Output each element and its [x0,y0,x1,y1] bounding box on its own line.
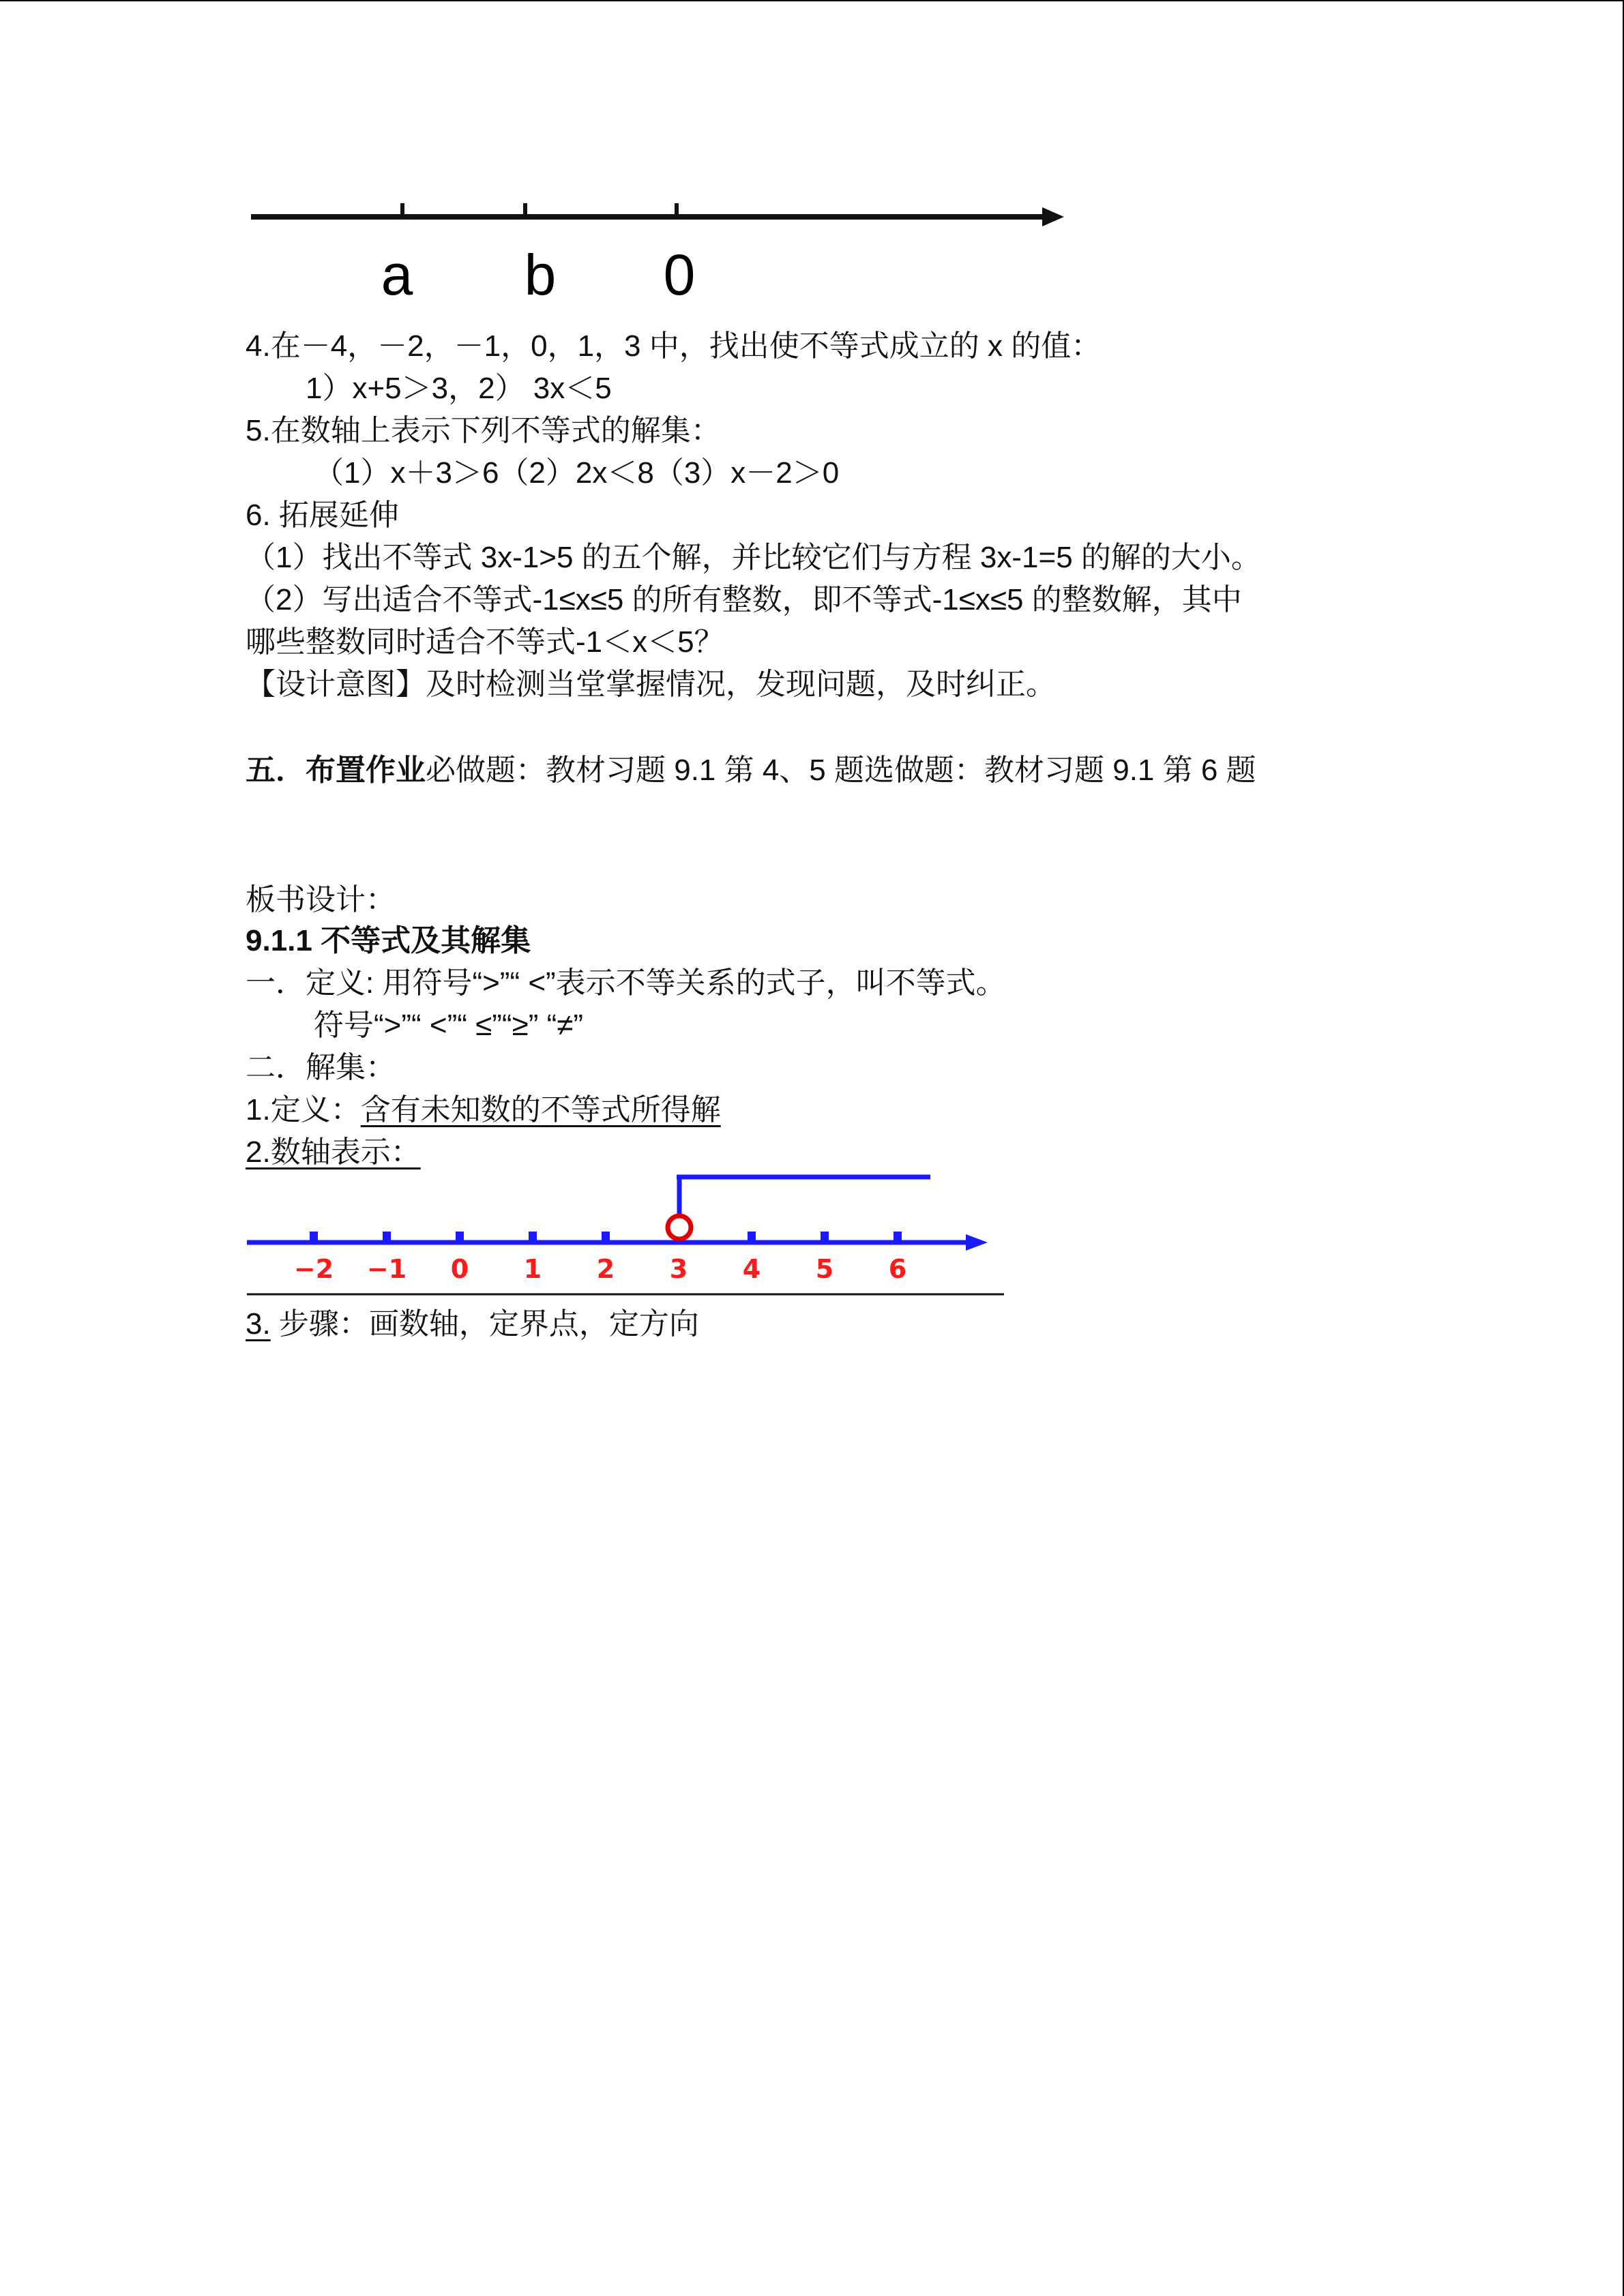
homework-text: 必做题：教材习题 9.1 第 4、5 题选做题：教材习题 9.1 第 6 题 [426,754,1256,787]
tick-label: 0 [450,1254,469,1284]
axis-tick [602,1232,610,1241]
axis-ticks [310,1232,902,1241]
board-axis-label: 2.数轴表示： [246,1135,421,1169]
board-label: 板书设计： [246,883,396,916]
tick-label: 3 [669,1254,688,1284]
axis-tick [894,1232,902,1241]
board-solution-set: 二．解集： [246,1051,396,1084]
board-def1-prefix: 1.定义： [246,1093,361,1127]
board-def1-text: 含有未知数的不等式所得解 [360,1093,721,1127]
q6-item2-line1: （2）写出适合不等式-1≤x≤5 的所有整数，即不等式-1≤x≤5 的整数解，其中 [246,583,1242,616]
tick-label: −1 [366,1254,407,1284]
tick-label: 6 [888,1254,907,1284]
number-line-top [246,198,1078,307]
board-steps-prefix: 3. [246,1307,271,1341]
tick-label: −2 [293,1254,334,1284]
q4-items: 1）x+5＞3，2） 3x＜5 [306,372,612,405]
q4-title: 4.在－4，－2，－1，0，1，3 中，找出使不等式成立的 x 的值： [246,329,1102,363]
axis-tick [529,1232,537,1241]
open-point-circle [668,1216,691,1239]
design-intent: 【设计意图】及时检测当堂掌握情况，发现问题，及时纠正。 [246,668,1056,701]
tick-label: 5 [815,1254,834,1284]
homework-heading: 五．布置作业 [246,754,426,787]
board-def1 [246,1090,721,1131]
q5-items: （1）x＋3＞6（2）2x＜8（3）x－2＞0 [314,456,840,490]
tick-label: 1 [523,1254,542,1284]
board-steps-text: 步骤：画数轴，定界点，定方向 [270,1307,699,1341]
q6-item2-line2: 哪些整数同时适合不等式-1＜x＜5？ [246,625,724,659]
axis-tick [383,1232,391,1241]
board-steps [246,1304,699,1345]
label-b: b [524,243,557,307]
axis-tick [456,1232,464,1241]
homework [246,750,1256,791]
q6-item1: （1）找出不等式 3x-1>5 的五个解，并比较它们与方程 3x-1=5 的解的大小。 [246,541,1261,574]
tick-label: 2 [596,1254,615,1284]
axis-tick [310,1232,318,1241]
number-line-bottom [246,1166,1009,1302]
axis-tick [748,1232,756,1241]
board-title: 9.1.1 不等式及其解集 [246,924,531,957]
q6-title: 6. 拓展延伸 [246,498,399,532]
q5-title: 5.在数轴上表示下列不等式的解集： [246,414,721,447]
board-symbols: 符号“>”“ <”“ ≤”“≥” “≠” [314,1009,584,1042]
tick-label: 4 [742,1254,761,1284]
label-zero: 0 [663,243,696,307]
axis-tick [821,1232,829,1241]
label-a: a [381,243,413,307]
board-definition: 一．定义: 用符号“>”“ <”表示不等关系的式子，叫不等式。 [246,966,1006,1000]
